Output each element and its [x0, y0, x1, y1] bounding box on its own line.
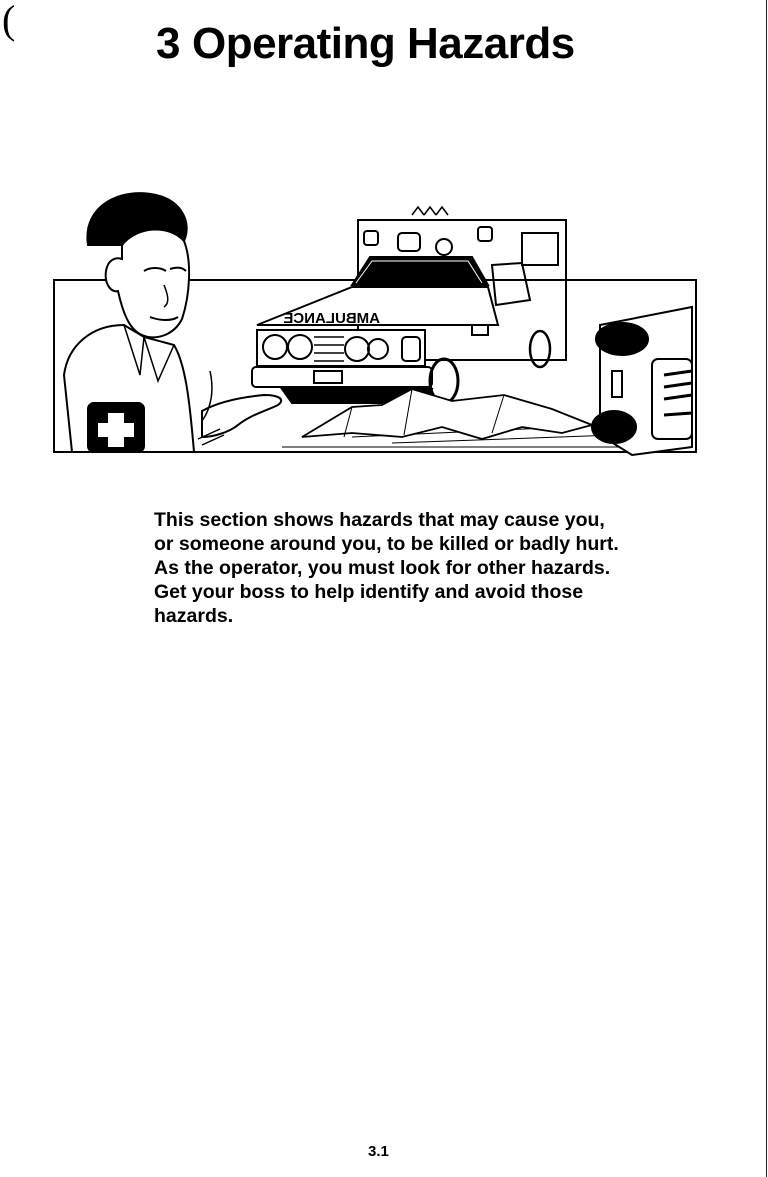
paramedic-ambulance-illustration — [52, 175, 700, 465]
ambulance-lettering: AMBULANCE — [283, 310, 380, 327]
ambulance — [252, 207, 566, 403]
page-edge-line — [766, 0, 767, 1177]
section-intro-paragraph: This section shows hazards that may cause you, or someone around you, to be killed or badly hurt. As the operator, you must look for other hazards. Get your boss to help identify and avoid those hazards. — [154, 509, 619, 627]
margin-parenthesis-mark: ( — [2, 0, 16, 42]
chapter-heading — [156, 20, 575, 68]
chapter-number: 3 — [156, 19, 180, 68]
page-number: 3.1 — [368, 1143, 389, 1160]
paramedic-figure — [64, 193, 281, 452]
crashed-vehicle — [592, 307, 692, 455]
chapter-title: Operating Hazards — [191, 19, 575, 68]
